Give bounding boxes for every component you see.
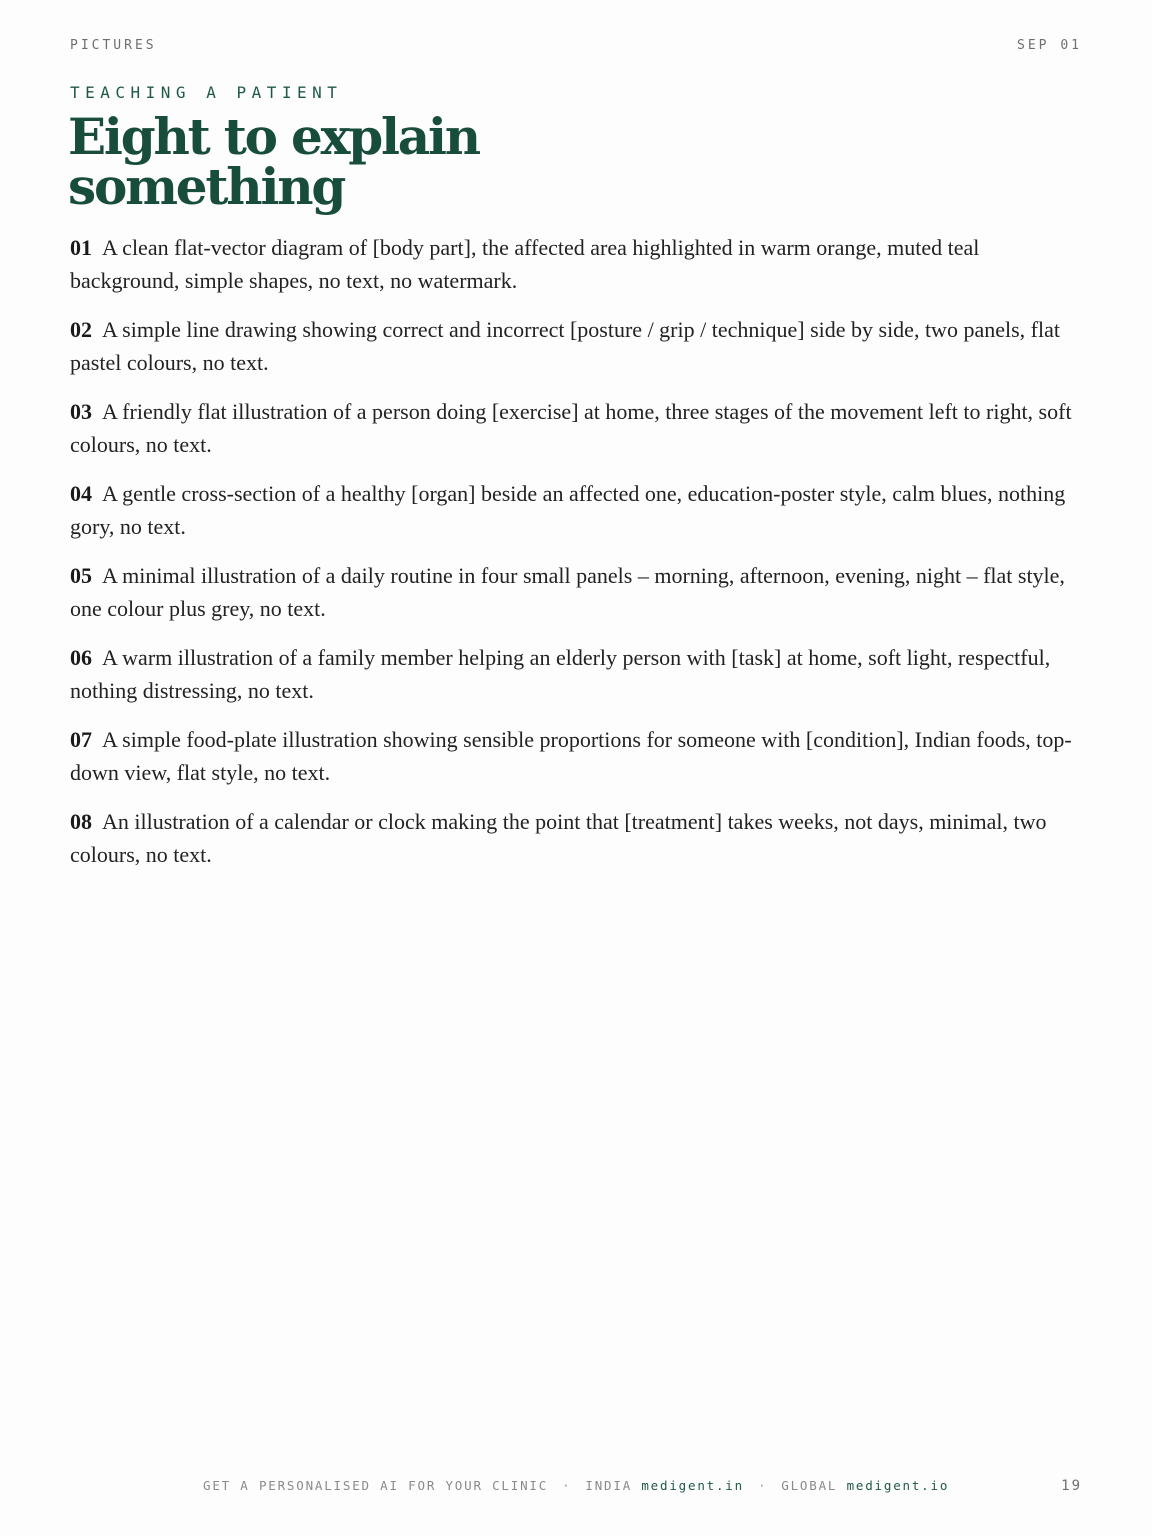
prompt-number: 03	[70, 399, 92, 424]
footer-india-link[interactable]: medigent.in	[641, 1478, 744, 1493]
prompt-list	[70, 232, 1090, 888]
footer-separator: ·	[562, 1478, 572, 1493]
page-number: 19	[1061, 1478, 1082, 1494]
prompt-item-01	[70, 232, 1090, 297]
prompt-text: A clean flat-vector diagram of [body part], the affected area highlighted in warm orange, muted teal background, simple shapes, no text, no watermark.	[70, 235, 980, 293]
prompt-item-06	[70, 642, 1090, 707]
prompt-number: 04	[70, 481, 92, 506]
section-label: PICTURES	[70, 38, 157, 53]
footer-india-label: INDIA	[585, 1478, 633, 1493]
prompt-text: A simple food-plate illustration showing sensible proportions for someone with [condition], Indian foods, top-down view, flat style, no text.	[70, 727, 1072, 785]
prompt-number: 02	[70, 317, 92, 342]
running-header	[70, 38, 1082, 53]
footer-cta	[203, 1478, 949, 1493]
prompt-text: A minimal illustration of a daily routine in four small panels – morning, afternoon, evening, night – flat style, one colour plus grey, no text.	[70, 563, 1065, 621]
prompt-number: 05	[70, 563, 92, 588]
prompt-text: A warm illustration of a family member helping an elderly person with [task] at home, soft light, respectful, nothing distressing, no text.	[70, 645, 1051, 703]
prompt-text: A simple line drawing showing correct and incorrect [posture / grip / technique] side by side, two panels, flat pastel colours, no text.	[70, 317, 1060, 375]
footer-global-link[interactable]: medigent.io	[846, 1478, 950, 1493]
prompt-item-05	[70, 560, 1090, 625]
page-title: Eight to explain something	[68, 107, 479, 216]
footer-separator: ·	[757, 1478, 768, 1493]
footer-global-label: GLOBAL	[781, 1478, 838, 1493]
prompt-item-04	[70, 478, 1090, 543]
prompt-number: 07	[70, 727, 92, 752]
prompt-item-02	[70, 314, 1090, 379]
prompt-text: A friendly flat illustration of a person doing [exercise] at home, three stages of the movement left to right, soft colours, no text.	[70, 399, 1072, 457]
prompt-item-03	[70, 396, 1090, 461]
prompt-item-08	[70, 806, 1090, 871]
prompt-text: A gentle cross-section of a healthy [organ] beside an affected one, education-poster style, calm blues, nothing gory, no text.	[70, 481, 1066, 539]
section-kicker: TEACHING A PATIENT	[70, 83, 343, 102]
prompt-item-07	[70, 724, 1090, 789]
prompt-text: An illustration of a calendar or clock making the point that [treatment] takes weeks, not days, minimal, two colours, no text.	[70, 809, 1047, 867]
prompt-number: 06	[70, 645, 92, 670]
footer-cta-text: GET A PERSONALISED AI FOR YOUR CLINIC	[203, 1478, 549, 1493]
prompt-number: 08	[70, 809, 92, 834]
prompt-number: 01	[70, 235, 92, 260]
issue-date: SEP 01	[1017, 38, 1082, 53]
